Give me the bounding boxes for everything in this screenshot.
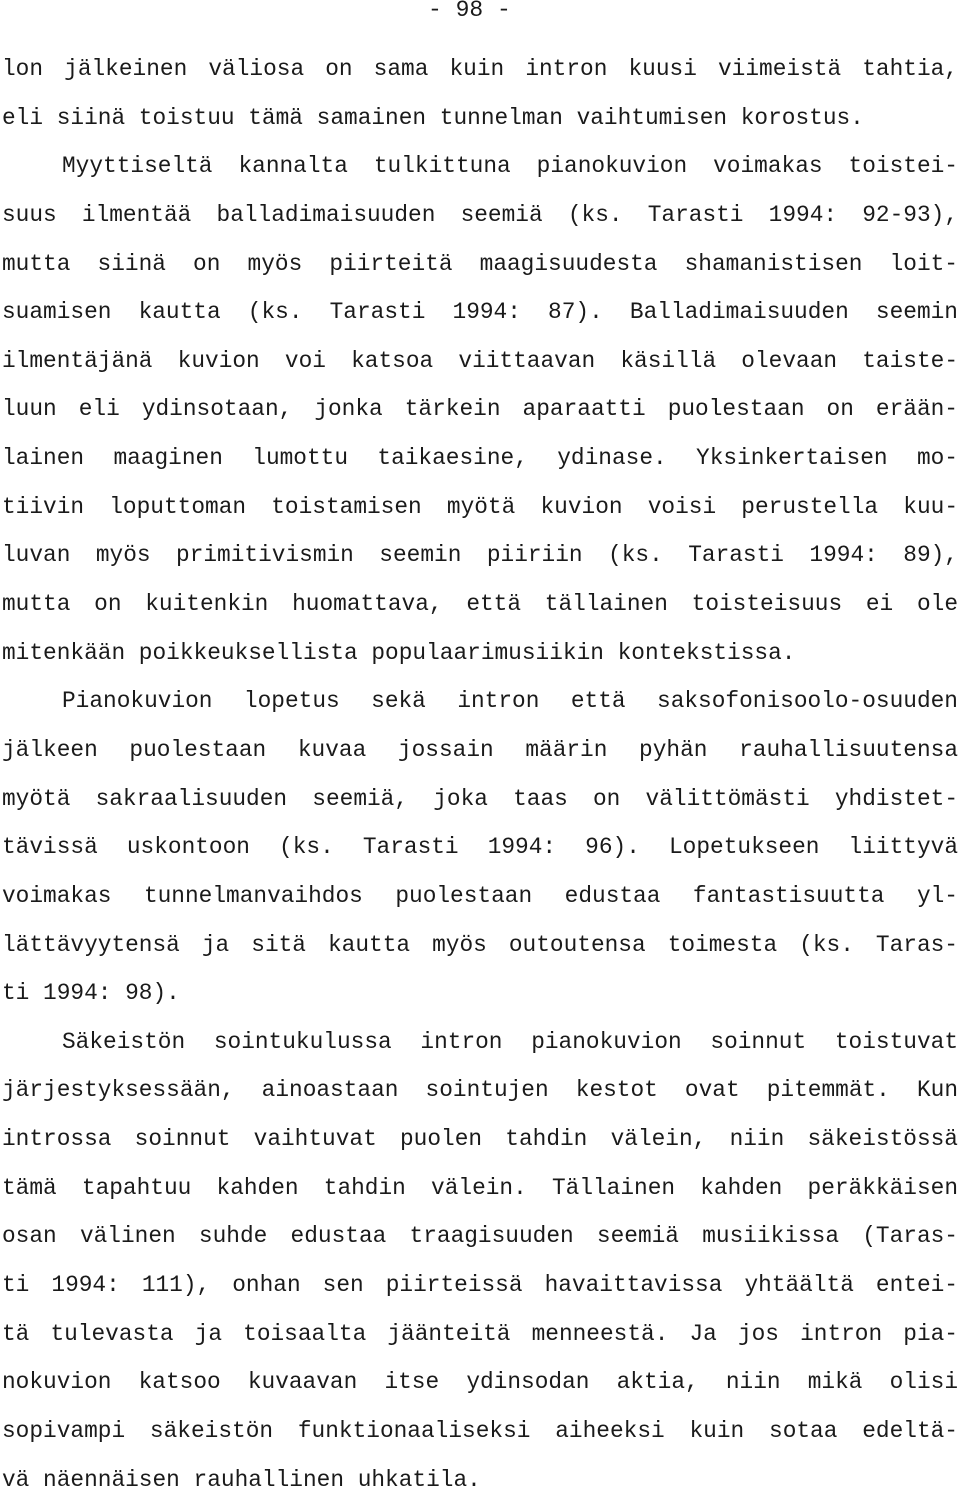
text-line: suamisen kautta (ks. Tarasti 1994: 87). Balladimaisuuden seemin (2, 299, 958, 326)
text-line: järjestyksessään, ainoastaan sointujen kestot ovat pitemmät. Kun (2, 1077, 958, 1104)
paragraph-1 (2, 45, 958, 142)
text-line: lon jälkeinen väliosa on sama kuin intron kuusi viimeistä tahtia, (2, 56, 958, 82)
paragraph-2 (2, 142, 958, 677)
text-line: suus ilmentää balladimaisuuden seemiä (ks. Tarasti 1994: 92-93), (2, 201, 958, 228)
text-line: tämä tapahtuu kahden tahdin välein. Tällainen kahden peräkkäisen (2, 1174, 958, 1201)
text-line: Säkeistön sointukulussa intron pianokuvion soinnut toistuvat (62, 1028, 958, 1055)
text-line: luun eli ydinsotaan, jonka tärkein aparaatti puolestaan on erään- (2, 396, 958, 423)
text-line: vä näennäisen rauhallinen uhkatila. (2, 1466, 481, 1493)
text-line: ti 1994: 98). (2, 980, 180, 1007)
text-line: tiivin loputtoman toistamisen myötä kuvion voisi perustella kuu- (2, 493, 958, 520)
text-line: ilmentäjänä kuvion voi katsoa viittaavan käsillä olevaan taiste- (2, 347, 958, 374)
text-line: lättävyytensä ja sitä kautta myös outoutensa toimesta (ks. Taras- (2, 931, 958, 958)
text-line: nokuvion katsoo kuvaavan itse ydinsodan aktia, niin mikä olisi (2, 1369, 958, 1396)
text-line: osan välinen suhde edustaa traagisuuden seemiä musiikissa (Taras- (2, 1223, 958, 1250)
text-line: tävissä uskontoon (ks. Tarasti 1994: 96). Lopetukseen liittyvä (2, 834, 958, 861)
text-line: eli siinä toistuu tämä samainen tunnelman vaihtumisen korostus. (2, 104, 864, 131)
page-body (2, 45, 958, 1504)
page-number: - 98 - (428, 0, 511, 23)
text-line: tä tulevasta ja toisaalta jäänteitä menneestä. Ja jos intron pia- (2, 1320, 958, 1347)
text-line: Pianokuvion lopetus sekä intron että saksofonisoolo-osuuden (62, 688, 958, 715)
text-line: mutta siinä on myös piirteitä maagisuudesta shamanistisen loit- (2, 250, 958, 277)
text-line: voimakas tunnelmanvaihdos puolestaan edustaa fantastisuutta yl- (2, 882, 958, 909)
text-line: mitenkään poikkeuksellista populaarimusiikin kontekstissa. (2, 639, 796, 666)
paragraph-4 (2, 1018, 958, 1504)
text-line: introssa soinnut vaihtuvat puolen tahdin välein, niin säkeistössä (2, 1126, 958, 1153)
text-line: lainen maaginen lumottu taikaesine, ydinase. Yksinkertaisen mo- (2, 445, 958, 472)
text-line: myötä sakraalisuuden seemiä, joka taas on välittömästi yhdistet- (2, 785, 958, 812)
text-line: luvan myös primitivismin seemin piiriin (ks. Tarasti 1994: 89), (2, 542, 958, 569)
text-line: ti 1994: 111), onhan sen piirteissä havaittavissa yhtäältä entei- (2, 1272, 958, 1299)
text-line: mutta on kuitenkin huomattava, että tällainen toisteisuus ei ole (2, 591, 958, 618)
text-line: jälkeen puolestaan kuvaa jossain määrin pyhän rauhallisuutensa (2, 736, 958, 763)
paragraph-3 (2, 677, 958, 1017)
text-line: sopivampi säkeistön funktionaaliseksi aiheeksi kuin sotaa edeltä- (2, 1417, 958, 1444)
text-line: Myyttiseltä kannalta tulkittuna pianokuvion voimakas toistei- (62, 153, 958, 180)
